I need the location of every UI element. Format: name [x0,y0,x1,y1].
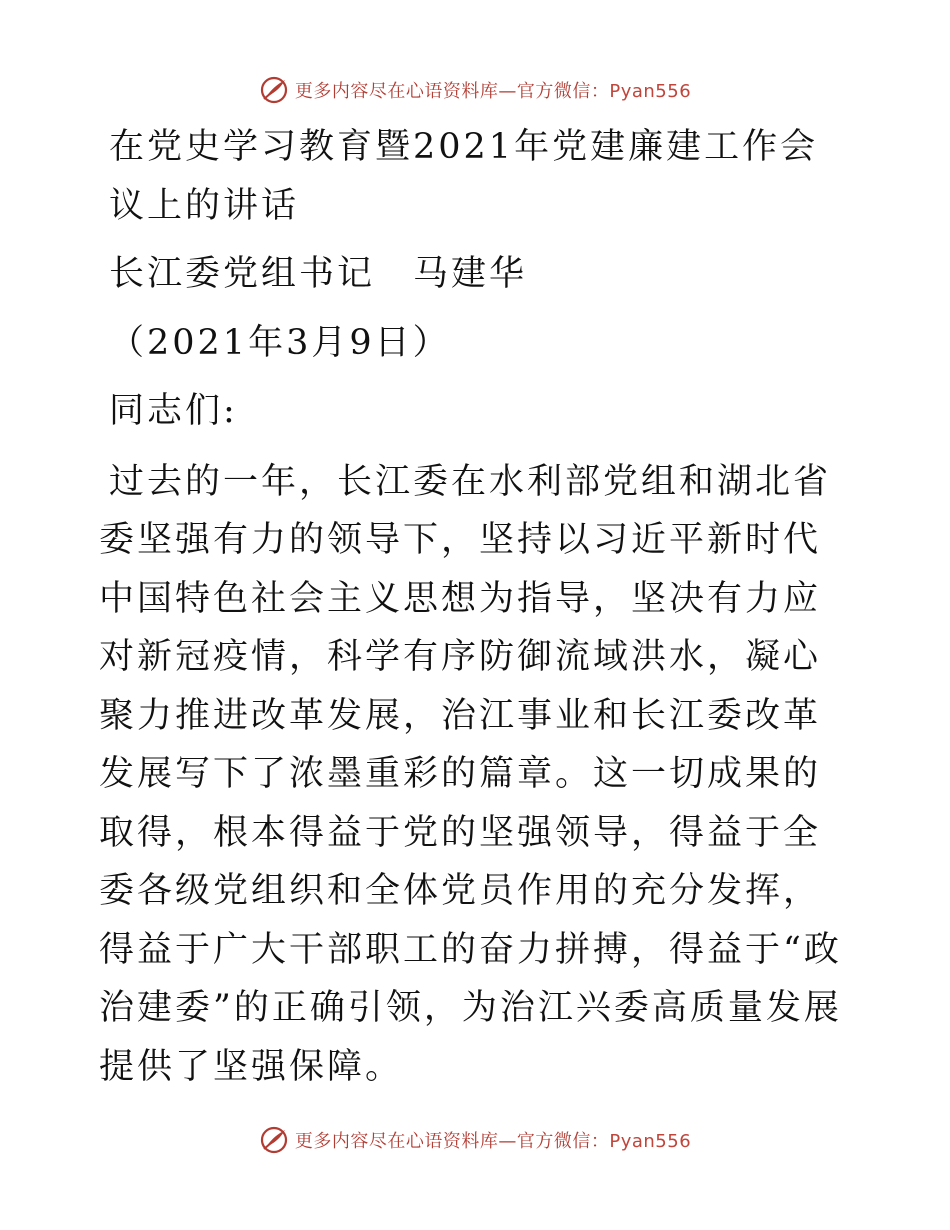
document-date: （2021年3月9日） [109,322,451,363]
document-paragraph: 过去的一年，长江委在水利部党组和湖北省委坚强有力的领导下，坚持以习近平新时代中国特色社会主义思想为指导，坚决有力应对新冠疫情，科学有序防御流域洪水，凝心聚力推进改革发展，治江事业和长江委改革发展写下了浓墨重彩的篇章。这一切成果的取得，根本得益于党的坚强领导，得益于全委各级党组织和全体党员作用的充分发挥，得益于广大干部职工的奋力拼搏，得益于“政治建委”的正确引领，为治江兴委高质量发展提供了坚强保障。 [99,461,842,1087]
header-watermark [0,70,950,110]
watermark-text [295,1127,691,1153]
document-title: 在党史学习教育暨2021年党建廉建工作会议上的讲话 [109,127,819,226]
watermark-text-en: Pyan556 [609,1131,692,1152]
document-body [99,118,851,1096]
watermark-text [295,77,691,103]
document-greeting: 同志们: [109,391,238,431]
footer-watermark [0,1120,950,1160]
document-author: 长江委党组书记 马建华 [109,254,528,294]
feather-pen-logo-icon [259,75,289,105]
watermark-text-en: Pyan556 [609,81,692,102]
watermark-text-cn: 更多内容尽在心语资料库—官方微信： [294,1131,610,1152]
feather-pen-logo-icon [259,1125,289,1155]
watermark-text-cn: 更多内容尽在心语资料库—官方微信： [294,81,610,102]
